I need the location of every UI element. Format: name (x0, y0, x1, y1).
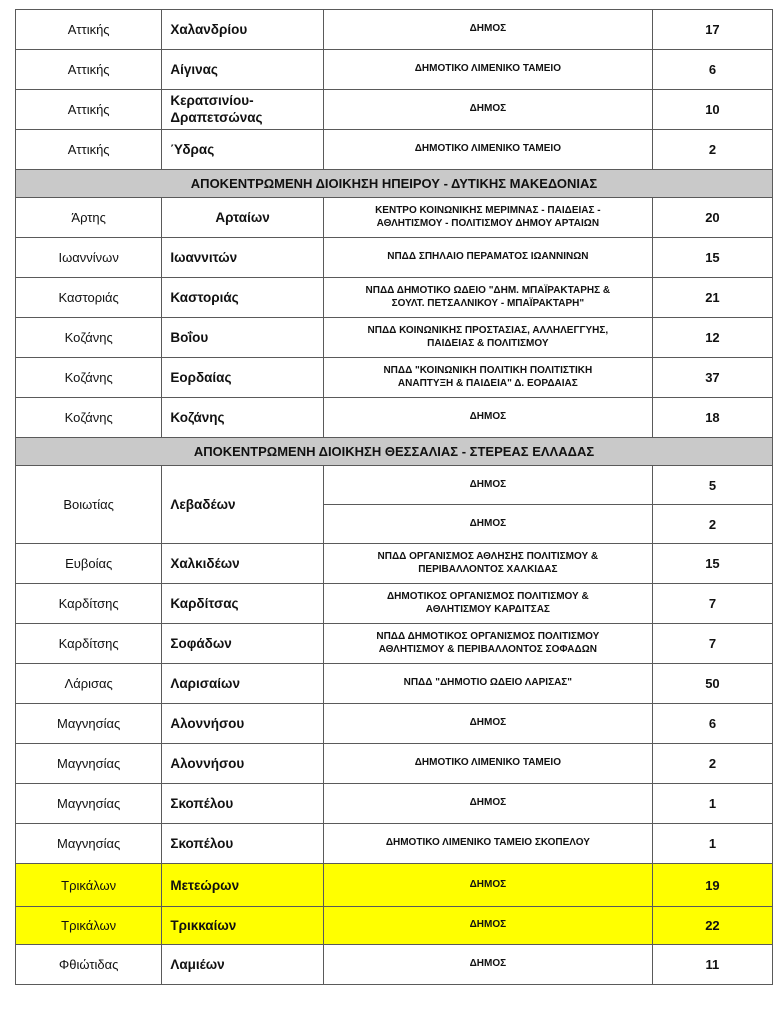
entity-cell: ΝΠΔΔ ΔΗΜΟΤΙΚΟΣ ΟΡΓΑΝΙΣΜΟΣ ΠΟΛΙΤΙΣΜΟΥ ΑΘΛΗΤΙΣΜΟΥ & ΠΕΡΙΒΑΛΛΟΝΤΟΣ ΣΟΦΑΔΩΝ (323, 624, 652, 664)
count-cell: 2 (652, 744, 772, 784)
count-cell: 7 (652, 624, 772, 664)
municipality-cell: Κερατσινίου- Δραπετσώνας (162, 90, 323, 130)
entity-cell: ΔΗΜΟΤΙΚΟ ΛΙΜΕΝΙΚΟ ΤΑΜΕΙΟ (323, 50, 652, 90)
count-cell: 22 (652, 907, 772, 945)
municipality-cell: Εορδαίας (162, 358, 323, 398)
entity-cell: ΔΗΜΟΣ (323, 398, 652, 438)
highlighted-row (16, 864, 773, 907)
table-row (16, 318, 773, 358)
entity-cell: ΝΠΔΔ ΔΗΜΟΤΙΚΟ ΩΔΕΙΟ "ΔΗΜ. ΜΠΑΪΡΑΚΤΑΡΗΣ & ΣΟΥΛΤ. ΠΕΤΣΑΛΝΙΚΟΥ - ΜΠΑΪΡΑΚΤΑΡΗ" (323, 278, 652, 318)
municipality-cell: Αλοννήσου (162, 744, 323, 784)
count-cell: 11 (652, 945, 772, 985)
table-row (16, 824, 773, 864)
table-row (16, 198, 773, 238)
count-cell: 15 (652, 238, 772, 278)
municipality-cell: Λεβαδέων (162, 466, 323, 544)
count-cell: 18 (652, 398, 772, 438)
count-cell: 1 (652, 784, 772, 824)
entity-cell: ΔΗΜΟΤΙΚΟ ΛΙΜΕΝΙΚΟ ΤΑΜΕΙΟ (323, 744, 652, 784)
municipality-cell: Χαλανδρίου (162, 10, 323, 50)
table-row (16, 238, 773, 278)
region-cell: Άρτης (16, 198, 162, 238)
entity-cell: ΔΗΜΟΣ (323, 90, 652, 130)
entity-cell: ΔΗΜΟΣ (323, 907, 652, 945)
entity-cell: ΔΗΜΟΣ (323, 864, 652, 907)
section-header-row (16, 438, 773, 466)
entity-cell: ΔΗΜΟΣ (323, 784, 652, 824)
municipality-cell: Μετεώρων (162, 864, 323, 907)
table-row (16, 130, 773, 170)
region-cell: Βοιωτίας (16, 466, 162, 544)
section-header-row (16, 170, 773, 198)
count-cell: 21 (652, 278, 772, 318)
count-cell: 2 (652, 130, 772, 170)
table-row (16, 945, 773, 985)
count-cell: 5 (652, 466, 772, 505)
count-cell: 12 (652, 318, 772, 358)
table-row (16, 278, 773, 318)
count-cell: 2 (652, 505, 772, 544)
entity-cell: ΔΗΜΟΤΙΚΟ ΛΙΜΕΝΙΚΟ ΤΑΜΕΙΟ (323, 130, 652, 170)
region-cell: Κοζάνης (16, 398, 162, 438)
table-row (16, 466, 773, 505)
entity-cell: ΔΗΜΟΣ (323, 945, 652, 985)
count-cell: 50 (652, 664, 772, 704)
municipality-cell: Κοζάνης (162, 398, 323, 438)
region-cell: Κοζάνης (16, 358, 162, 398)
count-cell: 10 (652, 90, 772, 130)
municipality-cell: Λαμιέων (162, 945, 323, 985)
table-row (16, 50, 773, 90)
entity-cell: ΔΗΜΟΣ (323, 466, 652, 505)
table-row (16, 358, 773, 398)
region-cell: Μαγνησίας (16, 824, 162, 864)
table-row (16, 624, 773, 664)
count-cell: 6 (652, 50, 772, 90)
municipality-cell: Καστοριάς (162, 278, 323, 318)
region-cell: Αττικής (16, 90, 162, 130)
municipality-cell: Αίγινας (162, 50, 323, 90)
region-cell: Μαγνησίας (16, 784, 162, 824)
table-row (16, 584, 773, 624)
entity-cell: ΝΠΔΔ "ΔΗΜΟΤΙΟ ΩΔΕΙΟ ΛΑΡΙΣΑΣ" (323, 664, 652, 704)
positions-table (15, 9, 773, 985)
municipality-cell: Σκοπέλου (162, 824, 323, 864)
entity-cell: ΝΠΔΔ ΣΠΗΛΑΙΟ ΠΕΡΑΜΑΤΟΣ ΙΩΑΝΝΙΝΩΝ (323, 238, 652, 278)
region-cell: Αττικής (16, 10, 162, 50)
count-cell: 1 (652, 824, 772, 864)
municipality-cell: Βοΐου (162, 318, 323, 358)
municipality-cell: Καρδίτσας (162, 584, 323, 624)
municipality-cell: Τρικκαίων (162, 907, 323, 945)
municipality-cell: Αλοννήσου (162, 704, 323, 744)
entity-cell: ΝΠΔΔ ΚΟΙΝΩΝΙΚΗΣ ΠΡΟΣΤΑΣΙΑΣ, ΑΛΛΗΛΕΓΓΥΗΣ, ΠΑΙΔΕΙΑΣ & ΠΟΛΙΤΙΣΜΟΥ (323, 318, 652, 358)
entity-cell: ΔΗΜΟΤΙΚΟΣ ΟΡΓΑΝΙΣΜΟΣ ΠΟΛΙΤΙΣΜΟΥ & ΑΘΛΗΤΙΣΜΟΥ ΚΑΡΔΙΤΣΑΣ (323, 584, 652, 624)
region-cell: Αττικής (16, 130, 162, 170)
table-row (16, 744, 773, 784)
region-cell: Τρικάλων (16, 864, 162, 907)
municipality-cell: Ιωαννιτών (162, 238, 323, 278)
entity-cell: ΝΠΔΔ "ΚΟΙΝΩΝΙΚΗ ΠΟΛΙΤΙΚΗ ΠΟΛΙΤΙΣΤΙΚΗ ΑΝΑΠΤΥΞΗ & ΠΑΙΔΕΙΑ" Δ. ΕΟΡΔΑΙΑΣ (323, 358, 652, 398)
table-row (16, 664, 773, 704)
municipality-cell: Χαλκιδέων (162, 544, 323, 584)
region-cell: Καρδίτσης (16, 624, 162, 664)
section-title: ΑΠΟΚΕΝΤΡΩΜΕΝΗ ΔΙΟΙΚΗΣΗ ΗΠΕΙΡΟΥ - ΔΥΤΙΚΗΣ ΜΑΚΕΔΟΝΙΑΣ (16, 170, 773, 198)
table-row (16, 398, 773, 438)
region-cell: Μαγνησίας (16, 704, 162, 744)
municipality-cell: Σοφάδων (162, 624, 323, 664)
municipality-cell: Σκοπέλου (162, 784, 323, 824)
municipality-cell: Αρταίων (162, 198, 323, 238)
table-row (16, 544, 773, 584)
region-cell: Κοζάνης (16, 318, 162, 358)
municipality-cell: Ύδρας (162, 130, 323, 170)
highlighted-row (16, 907, 773, 945)
region-cell: Καστοριάς (16, 278, 162, 318)
entity-cell: ΔΗΜΟΣ (323, 704, 652, 744)
entity-cell: ΚΕΝΤΡΟ ΚΟΙΝΩΝΙΚΗΣ ΜΕΡΙΜΝΑΣ - ΠΑΙΔΕΙΑΣ - ΑΘΛΗΤΙΣΜΟΥ - ΠΟΛΙΤΙΣΜΟΥ ΔΗΜΟΥ ΑΡΤΑΙΩΝ (323, 198, 652, 238)
count-cell: 6 (652, 704, 772, 744)
region-cell: Αττικής (16, 50, 162, 90)
table-row (16, 784, 773, 824)
count-cell: 15 (652, 544, 772, 584)
entity-cell: ΔΗΜΟΣ (323, 505, 652, 544)
region-cell: Ιωαννίνων (16, 238, 162, 278)
entity-cell: ΔΗΜΟΣ (323, 10, 652, 50)
count-cell: 19 (652, 864, 772, 907)
entity-cell: ΔΗΜΟΤΙΚΟ ΛΙΜΕΝΙΚΟ ΤΑΜΕΙΟ ΣΚΟΠΕΛΟΥ (323, 824, 652, 864)
region-cell: Καρδίτσης (16, 584, 162, 624)
table-row (16, 704, 773, 744)
region-cell: Φθιώτιδας (16, 945, 162, 985)
region-cell: Λάρισας (16, 664, 162, 704)
region-cell: Ευβοίας (16, 544, 162, 584)
count-cell: 17 (652, 10, 772, 50)
entity-cell: ΝΠΔΔ ΟΡΓΑΝΙΣΜΟΣ ΑΘΛΗΣΗΣ ΠΟΛΙΤΙΣΜΟΥ & ΠΕΡΙΒΑΛΛΟΝΤΟΣ ΧΑΛΚΙΔΑΣ (323, 544, 652, 584)
count-cell: 7 (652, 584, 772, 624)
region-cell: Τρικάλων (16, 907, 162, 945)
count-cell: 37 (652, 358, 772, 398)
count-cell: 20 (652, 198, 772, 238)
municipality-cell: Λαρισαίων (162, 664, 323, 704)
table-row (16, 90, 773, 130)
region-cell: Μαγνησίας (16, 744, 162, 784)
table-row (16, 10, 773, 50)
section-title: ΑΠΟΚΕΝΤΡΩΜΕΝΗ ΔΙΟΙΚΗΣΗ ΘΕΣΣΑΛΙΑΣ - ΣΤΕΡΕΑΣ ΕΛΛΑΔΑΣ (16, 438, 773, 466)
